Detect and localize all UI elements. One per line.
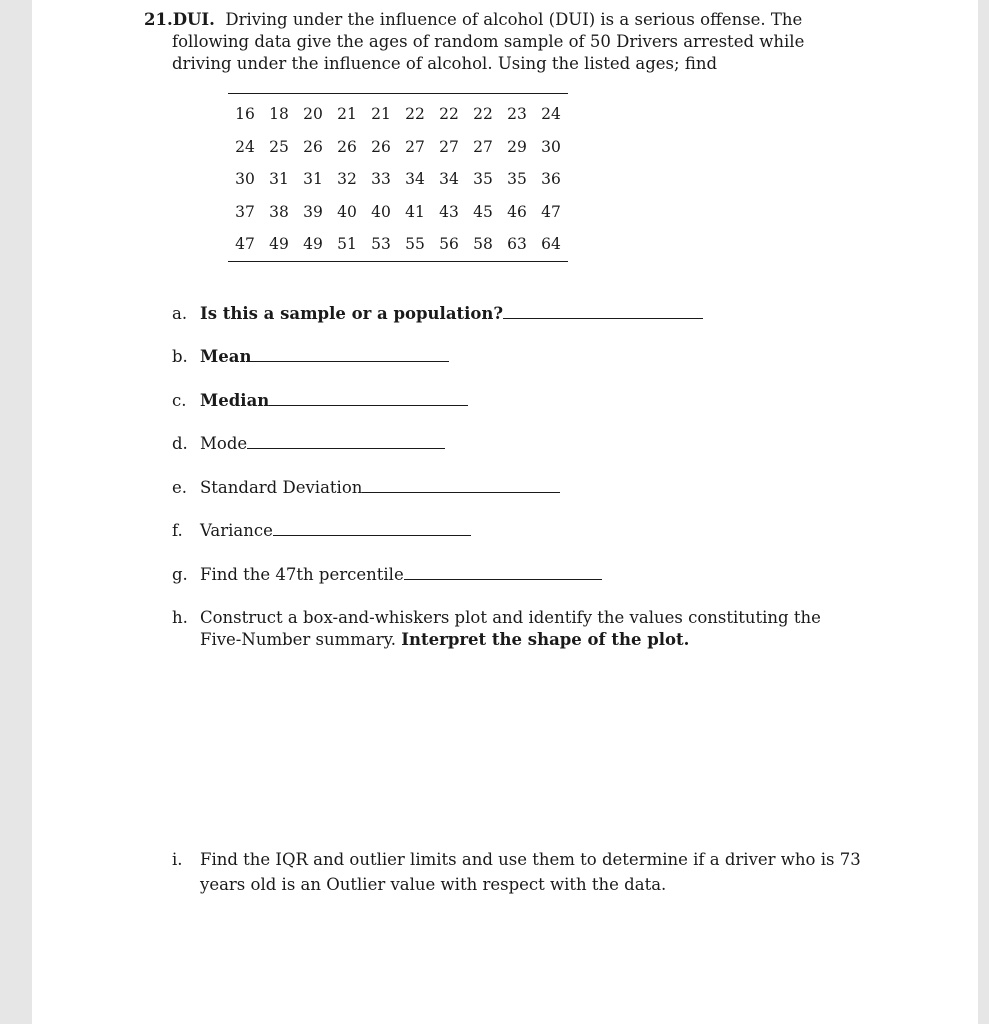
table-row xyxy=(228,196,568,229)
table-cell: 36 xyxy=(541,170,561,189)
table-cell: 22 xyxy=(439,105,459,124)
question-letter: d. xyxy=(172,434,188,453)
question-letter: c. xyxy=(172,391,187,410)
table-cell: 21 xyxy=(371,105,391,124)
table-cell: 40 xyxy=(337,202,357,221)
table-row xyxy=(228,94,568,131)
table-cell: 53 xyxy=(371,235,391,254)
table-cell: 22 xyxy=(405,105,425,124)
question-f xyxy=(172,520,872,542)
table-row xyxy=(228,163,568,196)
table-cell: 34 xyxy=(439,170,459,189)
table-cell: 51 xyxy=(337,235,357,254)
table-cell: 30 xyxy=(235,170,255,189)
table-cell: 16 xyxy=(235,105,255,124)
table-cell: 58 xyxy=(473,235,493,254)
table-cell: 45 xyxy=(473,202,493,221)
problem-statement xyxy=(144,9,854,75)
document-page xyxy=(32,0,978,1024)
table-cell: 46 xyxy=(507,202,527,221)
table-cell: 26 xyxy=(303,137,323,156)
table-cell: 18 xyxy=(269,105,289,124)
table-cell: 56 xyxy=(439,235,459,254)
answer-blank-c[interactable] xyxy=(269,390,468,406)
question-letter: i. xyxy=(172,850,183,869)
question-letter: f. xyxy=(172,521,183,540)
question-e xyxy=(172,477,872,499)
table-cell: 55 xyxy=(405,235,425,254)
table-row xyxy=(228,131,568,164)
answer-blank-a[interactable] xyxy=(503,303,703,319)
table-cell: 40 xyxy=(371,202,391,221)
question-letter: a. xyxy=(172,304,188,323)
table-cell: 38 xyxy=(269,202,289,221)
table-cell: 31 xyxy=(269,170,289,189)
page-content xyxy=(32,0,978,1024)
table-cell: 39 xyxy=(303,202,323,221)
table-cell: 43 xyxy=(439,202,459,221)
problem-intro xyxy=(144,9,854,75)
answer-blank-e[interactable] xyxy=(362,477,560,493)
question-g xyxy=(172,564,872,586)
answer-blank-f[interactable] xyxy=(273,520,471,536)
table-cell: 33 xyxy=(371,170,391,189)
table-cell: 26 xyxy=(337,137,357,156)
problem-text: Driving under the influence of alcohol (DUI) is a serious offense. The following data give the ages of random sample of 50 Drivers arrested while driving under the influence of alcohol. Using the listed ages; find xyxy=(172,10,805,73)
question-text: Mean xyxy=(200,347,252,366)
table-cell: 47 xyxy=(235,235,255,254)
question-i xyxy=(172,847,872,897)
question-text: Find the 47th percentile xyxy=(200,565,404,584)
table-cell: 35 xyxy=(507,170,527,189)
question-emphasis: Interpret the shape of the plot. xyxy=(401,630,690,649)
question-h xyxy=(172,607,842,651)
table-cell: 49 xyxy=(303,235,323,254)
table-cell: 24 xyxy=(235,137,255,156)
answer-blank-g[interactable] xyxy=(404,564,602,580)
question-c xyxy=(172,390,872,412)
table-cell: 37 xyxy=(235,202,255,221)
question-letter: h. xyxy=(172,608,188,627)
table-cell: 41 xyxy=(405,202,425,221)
table-cell: 29 xyxy=(507,137,527,156)
question-a xyxy=(172,303,872,325)
problem-title: DUI. xyxy=(172,10,215,29)
table-cell: 35 xyxy=(473,170,493,189)
table-row xyxy=(228,228,568,261)
question-text: Construct a box-and-whiskers plot and identify the values constituting the Five-Number summary. xyxy=(200,608,821,649)
table-cell: 30 xyxy=(541,137,561,156)
question-text: Standard Deviation xyxy=(200,478,363,497)
table-cell: 20 xyxy=(303,105,323,124)
table-cell: 26 xyxy=(371,137,391,156)
table-cell: 27 xyxy=(473,137,493,156)
table-cell: 24 xyxy=(541,105,561,124)
question-text: Is this a sample or a population? xyxy=(200,304,504,323)
answer-blank-d[interactable] xyxy=(247,433,445,449)
table-cell: 23 xyxy=(507,105,527,124)
ages-table xyxy=(228,93,568,262)
answer-blank-b[interactable] xyxy=(251,346,449,362)
question-text: Find the IQR and outlier limits and use them to determine if a driver who is 73 years old is an Outlier value with respect with the data. xyxy=(200,850,861,894)
table-cell: 27 xyxy=(405,137,425,156)
table-cell: 27 xyxy=(439,137,459,156)
table-cell: 49 xyxy=(269,235,289,254)
table-cell: 25 xyxy=(269,137,289,156)
question-b xyxy=(172,346,872,368)
question-text: Median xyxy=(200,391,270,410)
table-cell: 21 xyxy=(337,105,357,124)
table-cell: 47 xyxy=(541,202,561,221)
question-text: Mode xyxy=(200,434,248,453)
question-text: Variance xyxy=(200,521,273,540)
table-cell: 34 xyxy=(405,170,425,189)
table-cell: 63 xyxy=(507,235,527,254)
question-letter: g. xyxy=(172,565,188,584)
table-cell: 64 xyxy=(541,235,561,254)
question-d xyxy=(172,433,872,455)
problem-number: 21. xyxy=(144,10,173,29)
question-letter: b. xyxy=(172,347,188,366)
table-cell: 31 xyxy=(303,170,323,189)
table-cell: 22 xyxy=(473,105,493,124)
question-letter: e. xyxy=(172,478,188,497)
table-cell: 32 xyxy=(337,170,357,189)
